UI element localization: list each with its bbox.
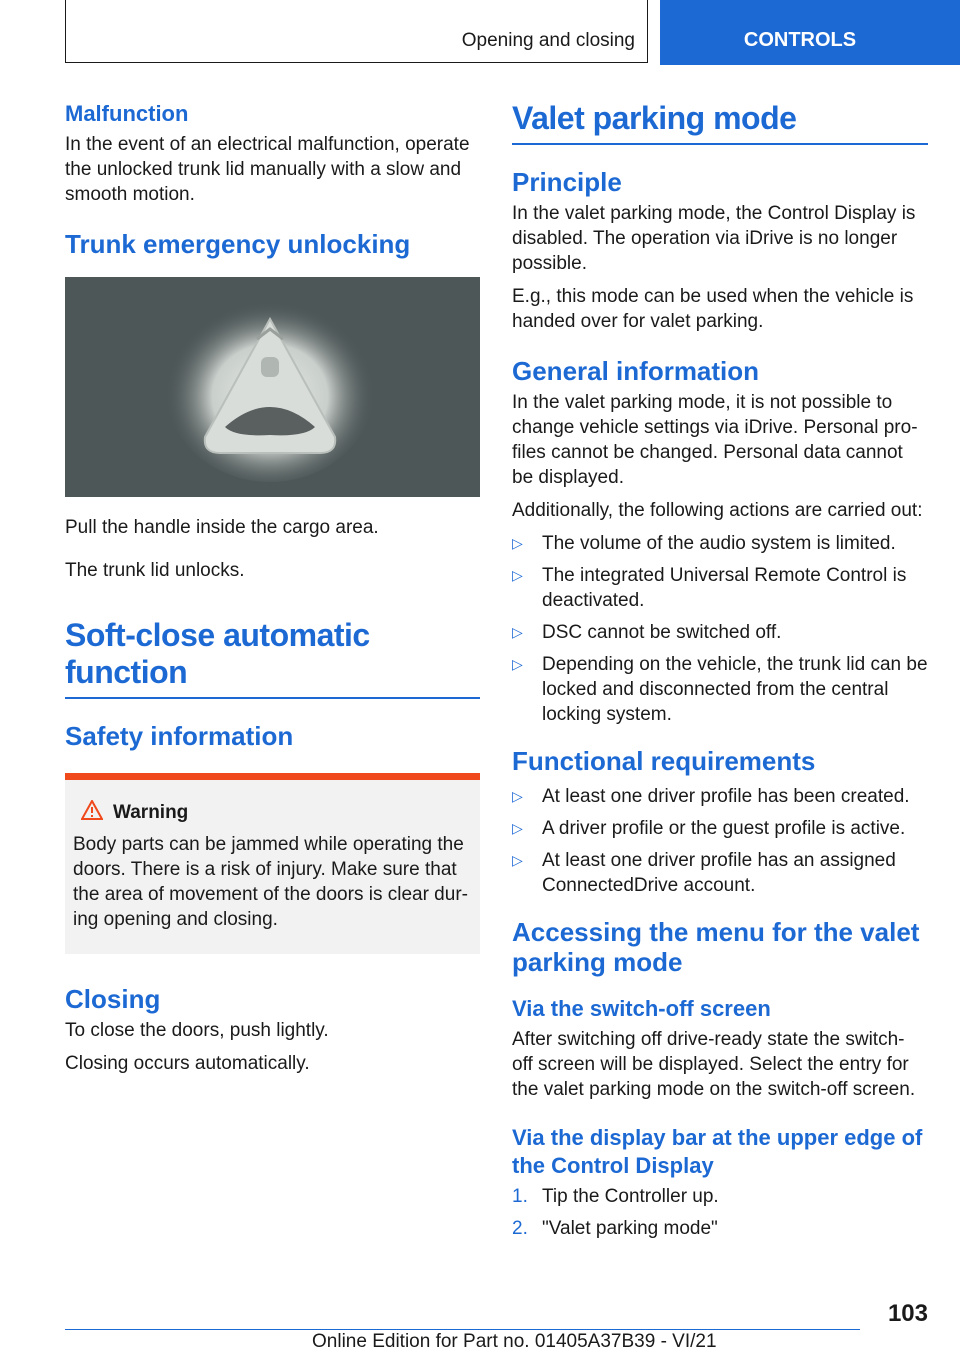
list-item: ▷ At least one driver profile has been created.	[512, 786, 910, 807]
list-item: ▷ DSC cannot be switched off.	[512, 622, 782, 643]
warning-label: Warning	[113, 802, 189, 823]
bullet-triangle-icon: ▷	[512, 820, 523, 836]
page-number: 103	[887, 1300, 928, 1327]
principle-text-2: E.g., this mode can be used when the vehicle is handed over for valet parking.	[512, 286, 914, 332]
bullet-triangle-icon: ▷	[512, 656, 523, 672]
closing-text-1: To close the doors, push lightly.	[65, 1020, 329, 1041]
requirements-list	[512, 784, 928, 898]
trunk-step-text: Pull the handle inside the cargo area.	[65, 517, 379, 538]
trunk-result-text: The trunk lid unlocks.	[65, 560, 245, 581]
chapter-tab-label: CONTROLS	[743, 29, 857, 51]
chapter-tab[interactable]	[660, 0, 960, 65]
warning-triangle-icon	[81, 800, 103, 826]
malfunction-heading: Malfunction	[65, 101, 189, 126]
list-item: ▷ Depending on the vehicle, the trunk lid can be locked and disconnected from the central locking system.	[512, 654, 928, 725]
left-column	[65, 100, 480, 1076]
list-item: 2. "Valet parking mode"	[512, 1218, 718, 1239]
list-item: ▷ A driver profile or the guest profile is active.	[512, 818, 906, 839]
warning-text: Body parts can be jammed while operating the doors. There is a risk of injury. Make sure that the area of movement of the doors is clear dur‐ ing opening and closing.	[73, 834, 468, 930]
trunk-handle-image	[65, 277, 480, 497]
switchoff-text: After switching off drive-ready state the switch- off screen will be displayed. Select the entry for the valet parking mode on the switch-off screen.	[512, 1029, 916, 1100]
list-item: ▷ At least one driver profile has an assigned ConnectedDrive account.	[512, 850, 896, 896]
bullet-triangle-icon: ▷	[512, 852, 523, 868]
general-text-1: In the valet parking mode, it is not possible to change vehicle settings via iDrive. Personal pro‐ files cannot be changed. Personal data cannot be displayed.	[512, 392, 918, 488]
principle-text-1: In the valet parking mode, the Control Display is disabled. The operation via iDrive is no longer possible.	[512, 203, 916, 274]
warning-box	[65, 773, 480, 954]
list-item: ▷ The integrated Universal Remote Control is deactivated.	[512, 565, 907, 611]
general-heading: General information	[512, 356, 760, 386]
footer-divider	[65, 1329, 860, 1330]
closing-heading: Closing	[65, 984, 161, 1014]
bullet-triangle-icon: ▷	[512, 624, 523, 640]
general-text-2: Additionally, the following actions are carried out:	[512, 500, 923, 521]
bullet-triangle-icon: ▷	[512, 535, 523, 551]
bullet-triangle-icon: ▷	[512, 567, 523, 583]
switchoff-heading: Via the switch-off screen	[512, 996, 771, 1021]
functional-heading: Functional requirements	[512, 746, 816, 776]
warning-title	[81, 800, 472, 826]
steps-list	[512, 1184, 928, 1241]
header-section-title: Opening and closing	[461, 30, 635, 51]
softclose-heading: Soft-close automatic function	[65, 617, 480, 699]
safety-heading: Safety information	[65, 721, 294, 751]
right-column	[512, 100, 928, 1248]
list-item: ▷ The volume of the audio system is limited.	[512, 533, 896, 554]
bullet-triangle-icon: ▷	[512, 788, 523, 804]
actions-list	[512, 531, 928, 727]
list-item: 1. Tip the Controller up.	[512, 1186, 719, 1207]
closing-text-2: Closing occurs automatically.	[65, 1053, 310, 1074]
accessing-heading: Accessing the menu for the valet parking mode	[512, 917, 920, 977]
trunk-heading: Trunk emergency unlocking	[65, 229, 411, 259]
displaybar-heading: Via the display bar at the upper edge of the Control Display	[512, 1125, 923, 1178]
valet-heading: Valet parking mode	[512, 100, 928, 145]
footer-edition: Online Edition for Part no. 01405A37B39 - VI/21	[312, 1331, 717, 1352]
principle-heading: Principle	[512, 167, 622, 197]
malfunction-text: In the event of an electrical malfunction, operate the unlocked trunk lid manually with a slow and smooth motion.	[65, 134, 470, 205]
